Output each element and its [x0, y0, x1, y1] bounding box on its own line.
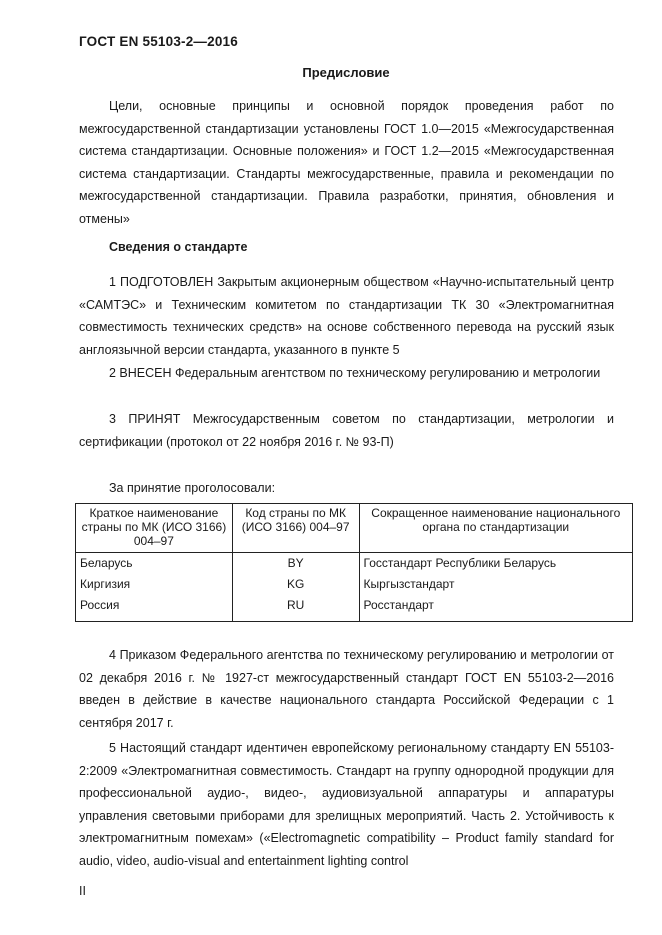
row-code: BY — [232, 553, 359, 575]
row-code: KG — [232, 574, 359, 595]
item-4-order: 4 Приказом Федерального агентства по техническому регулированию и метрологии от 02 декабря 2016 г. № 1927-ст межгосударственный стандарт ГОСТ EN 55103-2—2016 введен в действие в качестве национального стандарта Российской Федерации с 1 сентября 2017 г. — [79, 648, 614, 730]
item-2-submitted: 2 ВНЕСЕН Федеральным агентством по техническому регулированию и метрологии — [109, 366, 601, 380]
table-row — [76, 595, 633, 622]
intro-paragraph: Цели, основные принципы и основной порядок проведения работ по межгосударственной стандартизации установлены ГОСТ 1.0—2015 «Межгосударственная система стандартизации. Основные положения» и ГОСТ 1.2—2015 «Межгосударственная система стандартизации. Стандарты межгосударственные, правила и рекомендации по межгосударственной стандартизации. Правила разработки, принятия, обновления и отмены» — [79, 99, 614, 226]
header-code: Код страны по МК (ИСО 3166) 004–97 — [232, 504, 359, 553]
section-title: Предисловие — [302, 65, 390, 80]
votes-table-header-row — [76, 504, 633, 553]
table-row — [76, 574, 633, 595]
standard-info-heading: Сведения о стандарте — [109, 240, 248, 254]
row-country: Беларусь — [76, 553, 233, 575]
item-3-adopted: 3 ПРИНЯТ Межгосударственным советом по стандартизации, метрологии и сертификации (протокол от 22 ноября 2016 г. № 93-П) — [79, 412, 614, 449]
table-row — [76, 553, 633, 575]
votes-table — [75, 503, 633, 622]
item-5-identical: 5 Настоящий стандарт идентичен европейскому региональному стандарту EN 55103-2:2009 «Электромагнитная совместимость. Стандарт на группу однородной продукции для профессиональной аудио-, видео-, аудиовизуальной аппаратуры и аппаратуры управления световыми приборами для зрелищных мероприятий. Часть 2. Устойчивость к электромагнитным помехам» («Electromagnetic compatibility – Product family standard for audio, video, audio-visual and entertainment lighting control — [79, 741, 614, 868]
item-1-prepared: 1 ПОДГОТОВЛЕН Закрытым акционерным обществом «Научно-испытательный центр «САМТЭС» и Техническим комитетом по стандартизации ТК 30 «Электромагнитная совместимость технических средств» на основе собственного перевода на русский язык англоязычной версии стандарта, указанного в пункте 5 — [79, 275, 614, 357]
row-country: Киргизия — [76, 574, 233, 595]
header-country: Краткое наименование страны по МК (ИСО 3166) 004–97 — [76, 504, 233, 553]
votes-title: За принятие проголосовали: — [109, 481, 276, 495]
document-id-header: ГОСТ EN 55103-2—2016 — [79, 34, 238, 49]
row-organ: Росстандарт — [359, 595, 632, 622]
header-organ: Сокращенное наименование национального органа по стандартизации — [359, 504, 632, 553]
page-number: II — [79, 884, 86, 898]
row-country: Россия — [76, 595, 233, 622]
row-organ: Кыргызстандарт — [359, 574, 632, 595]
row-organ: Госстандарт Республики Беларусь — [359, 553, 632, 575]
row-code: RU — [232, 595, 359, 622]
